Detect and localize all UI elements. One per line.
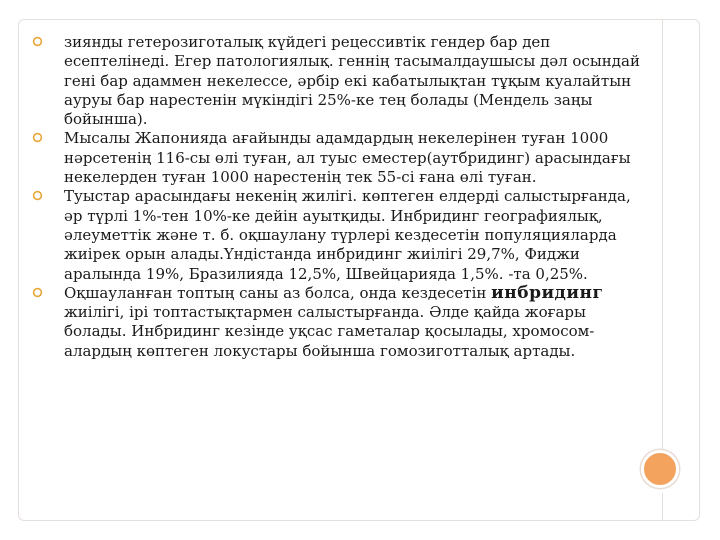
ring-bullet-icon — [32, 287, 43, 298]
bullet-text: зиянды гетерозиготалық күйдегі рецессивтік гендер бар деп есептелінеді. Егер патологиялық. геннің тасымалдаушысы дәл осындай гені бар адаммен некелессе, әрбір екі кабатылықтан тұқым куалайтын ауруы бар нарестенін мүкіндігі 25%-ке тең болады (Мендель заңы бойынша). — [64, 33, 640, 129]
slide-side-line — [662, 19, 663, 451]
slide-side-line-bottom — [662, 493, 663, 521]
ring-bullet-icon — [32, 190, 43, 201]
bullet-list — [30, 33, 640, 361]
bullet-text: Туыстар арасындағы некенің жилігі. көптеген елдерді салыстырғанда, әр түрлі 1%-тен 10%-ке дейін ауытқиды. Инбридинг географиялық, әлеуметтік және т. б. оқшаулану түрлері кездесетін популяцияларда жиірек орын алады.Үндістанда инбридинг жиілігі 29,7%, Фиджи аралында 19%, Бразилияда 12,5%, Швейцарияда 1,5%. -та 0,25%. — [64, 187, 631, 283]
slide-accent-circle — [641, 450, 679, 488]
bullet-text: Мысалы Жапонияда ағайынды адамдардың некелерінен туған 1000 нәрсетенің 116-сы өлі туған, ал туыс еместер(аутбридинг) арасындағы некелерден туған 1000 нарестенің тек 55-сі ғана өлі туған. — [64, 129, 631, 187]
list-item — [30, 187, 640, 283]
list-item — [30, 129, 640, 187]
bullet-text-before: Оқшауланған топтың саны аз болса, онда кездесетін — [64, 283, 487, 302]
ring-bullet-icon — [32, 132, 43, 143]
ring-bullet-icon — [32, 36, 43, 47]
bullet-text-after: жиілігі, ірі топтастықтармен салыстырғанда. Әлде қайда жоғары болады. Инбридинг кезінде уқсас гаметалар қосылады, хромосом- алардың көптеген локустары бойынша гомозиготталық артады. — [64, 303, 595, 360]
bullet-text-emphasis: инбридинг — [491, 282, 604, 303]
list-item — [30, 284, 640, 361]
slide-content — [30, 33, 640, 361]
list-item — [30, 33, 640, 129]
